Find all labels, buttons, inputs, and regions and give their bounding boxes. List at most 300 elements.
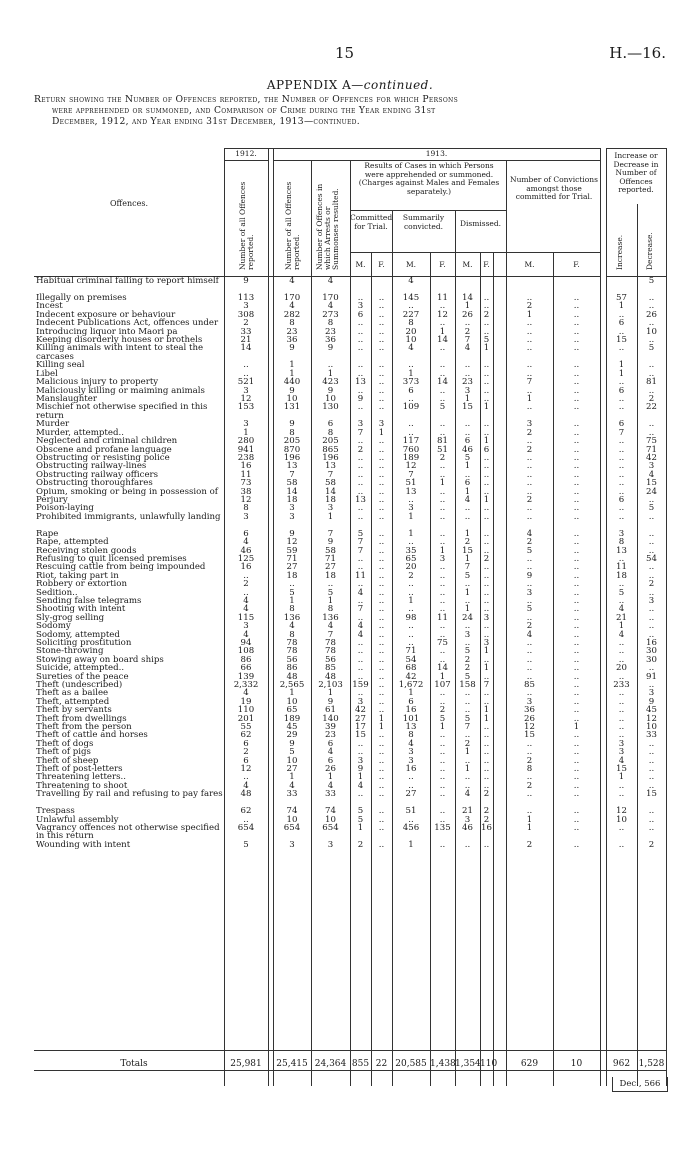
cell-value: 136 <box>283 612 301 623</box>
cell-value: 3 <box>618 528 625 539</box>
cell-value: 51 <box>405 806 417 817</box>
cell-value: 5 <box>439 713 446 724</box>
cell-value: .. <box>573 554 580 564</box>
offence-label: Obscene and profane language <box>36 444 172 455</box>
cell-value: .. <box>483 528 490 539</box>
cell-value: .. <box>357 478 364 489</box>
cell-value: 78 <box>325 646 336 657</box>
cell-value: .. <box>439 495 446 505</box>
cell-value: 2 <box>243 747 249 758</box>
cell-value: 27 <box>325 562 336 573</box>
cell-value: .. <box>378 444 385 455</box>
cell-value: .. <box>483 293 490 303</box>
cell-value: 139 <box>237 671 255 682</box>
cell-value: 5 <box>464 453 471 463</box>
cell-value: .. <box>618 638 625 648</box>
cell-value: .. <box>357 612 364 623</box>
cell-value: 1 <box>243 427 249 438</box>
cell-value: .. <box>378 764 385 774</box>
cell-value: .. <box>573 621 580 632</box>
cell-value: 3 <box>526 419 533 430</box>
cell-value: 71 <box>325 554 336 564</box>
offence-label: Suicide, attempted.. <box>36 663 125 674</box>
cell-value: .. <box>439 806 446 817</box>
cell-value: 17 <box>355 722 366 732</box>
cell-value: .. <box>439 511 446 522</box>
cell-value: 1 <box>618 621 625 632</box>
cell-value: 16 <box>240 562 252 573</box>
cell-value: 10 <box>646 722 657 732</box>
cell-value: 15 <box>646 478 657 489</box>
cell-value: 71 <box>405 646 417 657</box>
offence-label: Trespass <box>36 806 75 817</box>
cell-value: 73 <box>240 478 252 489</box>
cell-value: 3 <box>378 419 385 430</box>
cell-value: 9 <box>289 738 295 749</box>
cell-value: .. <box>618 309 625 320</box>
cell-value: .. <box>483 511 490 522</box>
cell-value: .. <box>526 511 533 522</box>
cell-value: .. <box>573 503 580 514</box>
cell-value: .. <box>439 730 446 741</box>
all-offences-1912-header: Number of all Offences reported. <box>238 181 255 270</box>
cell-value: .. <box>526 293 533 303</box>
cell-value: 22 <box>646 402 657 413</box>
cell-value: .. <box>573 385 580 396</box>
offence-label: Threatening letters.. <box>36 772 126 783</box>
cell-value: 1 <box>464 486 471 497</box>
cell-value: .. <box>357 688 364 699</box>
cell-value: .. <box>357 638 364 648</box>
cell-value: 7 <box>483 680 490 690</box>
cell-value: 865 <box>322 444 339 455</box>
cell-value: .. <box>464 579 471 590</box>
cell-value: .. <box>408 419 414 430</box>
cell-value: .. <box>483 579 490 590</box>
table-row <box>34 563 666 571</box>
decrease-header: Decrease. <box>645 232 654 270</box>
cell-value: 1 <box>357 772 364 783</box>
cell-value: .. <box>464 730 471 741</box>
cell-value: 140 <box>322 713 339 724</box>
cell-value: 98 <box>405 612 417 623</box>
cell-value: 1 <box>289 596 295 606</box>
cell-value: .. <box>439 646 446 657</box>
cell-value: 14 <box>286 486 298 497</box>
cell-value: .. <box>573 688 580 699</box>
table-row <box>34 807 666 815</box>
cell-value: .. <box>648 747 655 758</box>
cell-value: 2 <box>648 579 655 590</box>
cell-value: 14 <box>437 377 448 388</box>
cell-value: .. <box>408 537 414 548</box>
cell-value: .. <box>357 646 364 657</box>
cell-value: 16 <box>481 823 492 833</box>
cell-value: 196 <box>322 453 339 463</box>
cell-value: 1 <box>464 461 471 472</box>
cell-value: 27 <box>405 789 417 800</box>
cell-value: .. <box>357 654 364 665</box>
cell-value: 46 <box>240 545 252 556</box>
cell-value: 2 <box>464 537 471 548</box>
cell-value: .. <box>378 570 385 581</box>
cell-value: .. <box>439 629 446 640</box>
cell-value: 9 <box>289 343 295 354</box>
offence-label: Sending false telegrams <box>36 596 142 606</box>
cell-value: 57 <box>616 293 627 303</box>
cell-value: .. <box>573 478 580 489</box>
cell-value: 9 <box>526 570 533 581</box>
cell-value: 2 <box>648 394 655 404</box>
cell-value: 71 <box>286 554 298 564</box>
cell-value: .. <box>439 654 446 665</box>
cell-value: .. <box>526 747 533 758</box>
cell-value: 21 <box>462 806 473 817</box>
offence-label: Incest <box>36 301 63 312</box>
cell-value: .. <box>573 629 580 640</box>
cell-value: 113 <box>237 293 255 303</box>
offence-label: Malicious injury to property <box>36 377 159 388</box>
cell-value: 20 <box>405 326 417 337</box>
cell-value: 4 <box>327 621 334 632</box>
cell-value: 3 <box>618 738 625 749</box>
cell-value: .. <box>573 377 580 388</box>
offence-label: Vagrancy offences not otherwise specified in this return <box>36 823 220 842</box>
cell-value: .. <box>439 570 446 581</box>
cell-value: 1 <box>464 604 471 615</box>
cell-value: .. <box>483 772 490 783</box>
cell-value: 15 <box>616 335 627 345</box>
cell-value: 2 <box>526 755 533 766</box>
cell-value: 6 <box>327 738 334 749</box>
cell-value: .. <box>573 579 580 590</box>
table-row <box>34 488 666 496</box>
cell-value: 4 <box>327 301 334 312</box>
table-row <box>34 656 666 664</box>
cell-value: 1 <box>327 511 334 522</box>
cell-value: .. <box>378 495 385 505</box>
cell-value: 58 <box>325 545 336 556</box>
cell-value: .. <box>357 326 364 337</box>
cell-value: 1 <box>526 814 533 825</box>
cell-value: .. <box>439 318 446 329</box>
cell-value: .. <box>357 554 364 564</box>
cell-value: .. <box>526 738 533 749</box>
cell-value: 521 <box>237 377 255 388</box>
cell-value: .. <box>573 696 580 707</box>
total-value: 1,438 <box>430 1059 456 1069</box>
table-row <box>34 664 666 672</box>
cell-value: 12 <box>240 394 252 404</box>
cell-value: 4 <box>408 738 414 749</box>
cell-value: .. <box>618 377 625 388</box>
cell-value: .. <box>378 385 385 396</box>
cell-value: 30 <box>646 654 657 665</box>
total-value: 110 <box>480 1059 498 1069</box>
cell-value: .. <box>378 596 385 606</box>
cell-value: .. <box>378 343 385 354</box>
cell-value: 78 <box>286 638 298 648</box>
cell-value: 5 <box>464 713 471 724</box>
cell-value: .. <box>357 360 364 371</box>
cell-value: 158 <box>459 680 476 690</box>
year-1912-header: 1912. <box>235 149 257 158</box>
cell-value: .. <box>439 621 446 632</box>
cell-value: .. <box>357 486 364 497</box>
offence-label: Robbery or extortion <box>36 579 128 590</box>
cell-value: 1 <box>483 343 490 354</box>
cell-value: 205 <box>283 436 301 447</box>
cell-value: .. <box>378 436 385 447</box>
cell-value: .. <box>439 840 446 850</box>
cell-value: .. <box>464 503 471 514</box>
cell-value: .. <box>526 671 533 682</box>
cell-value: 5 <box>357 528 364 539</box>
cell-value: 3 <box>464 629 471 640</box>
cell-value: 2 <box>526 621 533 632</box>
cell-value: .. <box>573 680 580 690</box>
cell-value: .. <box>483 453 490 463</box>
cell-value: 75 <box>437 638 448 648</box>
cell-value: 4 <box>357 780 364 791</box>
cell-value: 9 <box>327 537 334 548</box>
cell-value: .. <box>573 511 580 522</box>
cell-value: .. <box>573 755 580 766</box>
cell-value: 27 <box>355 713 366 724</box>
table-row <box>34 706 666 714</box>
cell-value: 760 <box>402 444 420 455</box>
cell-value: .. <box>526 385 533 396</box>
cell-value: 7 <box>289 469 295 480</box>
cell-value: .. <box>464 705 471 716</box>
cell-value: .. <box>378 604 385 615</box>
cell-value: 78 <box>286 646 298 657</box>
cell-value: .. <box>439 427 446 438</box>
cell-value: .. <box>526 654 533 665</box>
table-row <box>34 387 666 395</box>
table-row <box>34 639 666 647</box>
offence-label: Poison-laying <box>36 503 94 514</box>
cell-value: 14 <box>437 663 448 674</box>
total-value: 20,585 <box>395 1059 427 1069</box>
cell-value: 8 <box>289 604 295 615</box>
cell-value: .. <box>526 486 533 497</box>
cell-value: .. <box>573 293 580 303</box>
cell-value: 1 <box>408 596 414 606</box>
cell-value: 4 <box>327 747 334 758</box>
cell-value: 5 <box>464 646 471 657</box>
offence-label: Rape, attempted <box>36 537 109 548</box>
cell-value: 145 <box>402 293 420 303</box>
cell-value: .. <box>483 730 490 741</box>
cell-value: 6 <box>408 385 414 396</box>
cell-value: .. <box>573 612 580 623</box>
cell-value: .. <box>618 596 625 606</box>
cell-value: .. <box>648 360 655 371</box>
cell-value: .. <box>439 688 446 699</box>
cell-value: 2 <box>483 814 490 825</box>
cell-value: .. <box>618 554 625 564</box>
all-offences-1913-header: Number of all Offences reported. <box>284 181 301 270</box>
cell-value: 1 <box>408 528 414 539</box>
cell-value: .. <box>378 629 385 640</box>
cell-value: 46 <box>462 444 473 455</box>
cell-value: .. <box>439 696 446 707</box>
cell-value: 1 <box>464 394 471 404</box>
cell-value: 16 <box>405 705 417 716</box>
cell-value: 9 <box>648 696 655 707</box>
cell-value: .. <box>526 688 533 699</box>
offence-label: Stone-throwing <box>36 646 104 657</box>
cell-value: 1 <box>439 722 446 732</box>
offence-label: Habitual criminal failing to report himself <box>36 276 219 286</box>
cell-value: 5 <box>464 570 471 581</box>
cell-value: 135 <box>434 823 451 833</box>
cell-value: .. <box>648 612 655 623</box>
cell-value: .. <box>357 747 364 758</box>
cell-value: .. <box>378 823 385 833</box>
cell-value: 131 <box>283 402 301 413</box>
cell-value: 78 <box>325 638 336 648</box>
total-value: 10 <box>570 1059 583 1069</box>
cell-value: 38 <box>240 486 252 497</box>
results-header: Results of Cases in which Persons were apprehended or summoned. (Charges against Males and Females separately.) <box>358 161 500 196</box>
cell-value: 7 <box>357 545 364 556</box>
cell-value: 4 <box>327 276 334 286</box>
cell-value: 46 <box>462 823 473 833</box>
cell-value: 51 <box>405 478 417 489</box>
cell-value: 4 <box>408 343 414 354</box>
cell-value: .. <box>648 419 655 430</box>
cell-value: 1 <box>526 394 533 404</box>
cell-value: 3 <box>243 385 249 396</box>
cell-value: 61 <box>325 705 336 716</box>
cell-value: 233 <box>613 680 630 690</box>
cell-value: .. <box>357 453 364 463</box>
cell-value: 4 <box>289 276 295 286</box>
cell-value: .. <box>618 823 625 833</box>
cell-value: 654 <box>237 823 255 833</box>
cell-value: 2 <box>243 318 249 329</box>
cell-value: .. <box>357 436 364 447</box>
cell-value: .. <box>573 486 580 497</box>
cell-value: .. <box>526 343 533 354</box>
cell-value: 81 <box>437 436 448 447</box>
subtitle-line-1: Return showing the Number of Offences reported, the Number of Offences for which Persons <box>34 94 458 105</box>
cell-value: 56 <box>286 654 298 665</box>
cell-value: .. <box>408 604 414 615</box>
cell-value: .. <box>648 293 655 303</box>
cell-value: .. <box>573 469 580 480</box>
cell-value: .. <box>439 604 446 615</box>
cell-value: .. <box>526 453 533 463</box>
cell-value: 4 <box>648 469 655 480</box>
cell-value: .. <box>573 570 580 581</box>
cell-value: 16 <box>405 764 417 774</box>
cell-value: .. <box>357 579 364 590</box>
cell-value: .. <box>408 579 414 590</box>
cell-value: 4 <box>243 780 249 791</box>
cell-value: .. <box>378 587 385 598</box>
cell-value: .. <box>526 772 533 783</box>
cell-value: 1 <box>464 587 471 598</box>
table-row <box>34 403 666 420</box>
cell-value: .. <box>378 478 385 489</box>
cell-value: 1 <box>483 713 490 724</box>
cell-value: .. <box>573 537 580 548</box>
cell-value: 21 <box>616 612 627 623</box>
cell-value: 1 <box>526 309 533 320</box>
offence-label: Obstructing railway officers <box>36 469 159 480</box>
cell-value: 94 <box>240 638 252 648</box>
cell-value: .. <box>526 579 533 590</box>
cell-value: .. <box>439 772 446 783</box>
cell-value: 45 <box>646 705 657 716</box>
cell-value: 6 <box>618 495 625 505</box>
increase-decrease-header: Increase or Decrease in Number of Offences reported. <box>613 151 659 194</box>
cell-value: 1 <box>483 495 490 505</box>
offence-label: Theft of sheep <box>36 755 99 766</box>
cell-value: 2 <box>526 301 533 312</box>
cell-value: 81 <box>646 377 657 388</box>
cell-value: .. <box>378 537 385 548</box>
dismissed-f: F. <box>483 260 490 269</box>
cell-value: .. <box>573 545 580 556</box>
cell-value: 2 <box>464 738 471 749</box>
cell-value: 109 <box>402 402 420 413</box>
cell-value: .. <box>378 335 385 345</box>
cell-value: 2 <box>526 537 533 548</box>
cell-value: 86 <box>240 654 252 665</box>
cell-value: .. <box>378 453 385 463</box>
cell-value: .. <box>648 680 655 690</box>
cell-value: 5 <box>648 276 655 286</box>
cell-value: .. <box>526 360 533 371</box>
appendix-label: APPENDIX A— <box>266 78 364 92</box>
cell-value: 7 <box>464 335 471 345</box>
cell-value: 3 <box>243 419 249 430</box>
cell-value: .. <box>573 638 580 648</box>
table-row <box>34 765 666 773</box>
cell-value: 10 <box>405 335 417 345</box>
cell-value: .. <box>357 335 364 345</box>
table-row <box>34 513 666 530</box>
cell-value: 110 <box>237 705 255 716</box>
cell-value: .. <box>439 747 446 758</box>
cell-value: .. <box>378 368 385 379</box>
cell-value: 3 <box>648 596 655 606</box>
cell-value: .. <box>648 772 655 783</box>
cell-value: .. <box>483 738 490 749</box>
table-row <box>34 496 666 504</box>
offence-label: Perjury <box>36 495 68 505</box>
cell-value: 74 <box>325 806 336 817</box>
cell-value: 7 <box>357 427 364 438</box>
cell-value: .. <box>439 368 446 379</box>
cell-value: 5 <box>289 747 295 758</box>
cell-value: .. <box>648 335 655 345</box>
cell-value: 62 <box>240 806 252 817</box>
cell-value: .. <box>439 385 446 396</box>
cell-value: 85 <box>325 663 336 674</box>
cell-value: 13 <box>405 722 417 732</box>
cell-value: .. <box>648 823 655 833</box>
cell-value: .. <box>483 596 490 606</box>
cell-value: 5 <box>327 587 334 598</box>
cell-value: 159 <box>352 680 369 690</box>
cell-value: .. <box>378 621 385 632</box>
offence-label: Libel <box>36 368 58 379</box>
